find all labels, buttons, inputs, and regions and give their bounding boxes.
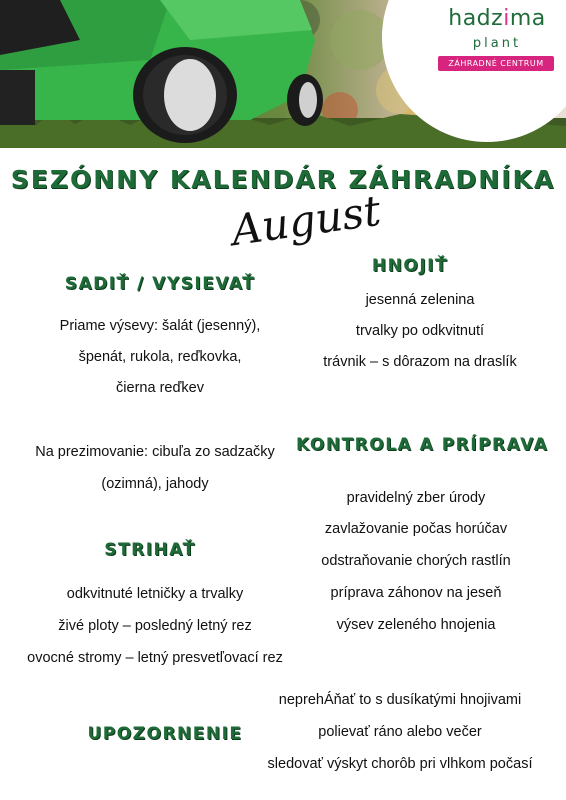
hnojit-line-3: trávnik – s dôrazom na draslík bbox=[323, 354, 517, 370]
strihat-line-1: odkvitnuté letničky a trvalky bbox=[66, 586, 244, 602]
upozornenie-line-1: neprehÁňať to s dusíkatými hnojivami bbox=[278, 692, 522, 708]
brand-name-part2: ma bbox=[509, 6, 546, 31]
heading-kontrola: KONTROLA A PRÍPRAVA bbox=[296, 435, 549, 455]
sadit-line-1: Priame výsevy: šalát (jesenný), bbox=[59, 318, 261, 334]
kontrola-line-3: odstraňovanie chorých rastlín bbox=[321, 553, 511, 569]
strihat-line-3: ovocné stromy – letný presvetľovací rez bbox=[27, 650, 283, 666]
kontrola-line-1: pravidelný zber úrody bbox=[346, 490, 486, 506]
kontrola-line-4: príprava záhonov na jeseň bbox=[330, 585, 502, 601]
page-title: SEZÓNNY KALENDÁR ZÁHRADNÍKA bbox=[10, 165, 556, 194]
sadit-line-5: (ozimná), jahody bbox=[101, 476, 209, 492]
upozornenie-line-2: polievať ráno alebo večer bbox=[318, 724, 482, 740]
upozornenie-line-3: sledovať výskyt chorôb pri vlhkom počasí bbox=[267, 756, 533, 772]
brand-name-part1: hadz bbox=[448, 6, 504, 31]
hnojit-line-1: jesenná zelenina bbox=[365, 292, 475, 308]
sadit-line-3: čierna reďkev bbox=[116, 380, 204, 396]
flower-icon: i bbox=[503, 6, 510, 31]
brand-subtitle: plant bbox=[472, 36, 522, 51]
hnojit-line-2: trvalky po odkvitnutí bbox=[355, 323, 485, 339]
heading-hnojit: HNOJIŤ bbox=[371, 256, 449, 276]
kontrola-line-5: výsev zeleného hnojenia bbox=[336, 617, 496, 633]
heading-upozornenie: UPOZORNENIE bbox=[87, 724, 243, 744]
hero-banner bbox=[0, 0, 566, 148]
kontrola-line-2: zavlažovanie počas horúčav bbox=[324, 521, 508, 537]
brand-badge: ZÁHRADNÉ CENTRUM bbox=[438, 56, 554, 71]
sadit-line-2: špenát, rukola, reďkovka, bbox=[78, 349, 242, 365]
strihat-line-2: živé ploty – posledný letný rez bbox=[58, 618, 252, 634]
sadit-line-4: Na prezimovanie: cibuľa zo sadzačky bbox=[35, 444, 275, 460]
heading-sadit: SADIŤ / VYSIEVAŤ bbox=[64, 274, 256, 294]
brand-logo bbox=[436, 6, 558, 31]
month-label: August bbox=[228, 185, 384, 256]
heading-strihat: STRIHAŤ bbox=[104, 540, 196, 560]
